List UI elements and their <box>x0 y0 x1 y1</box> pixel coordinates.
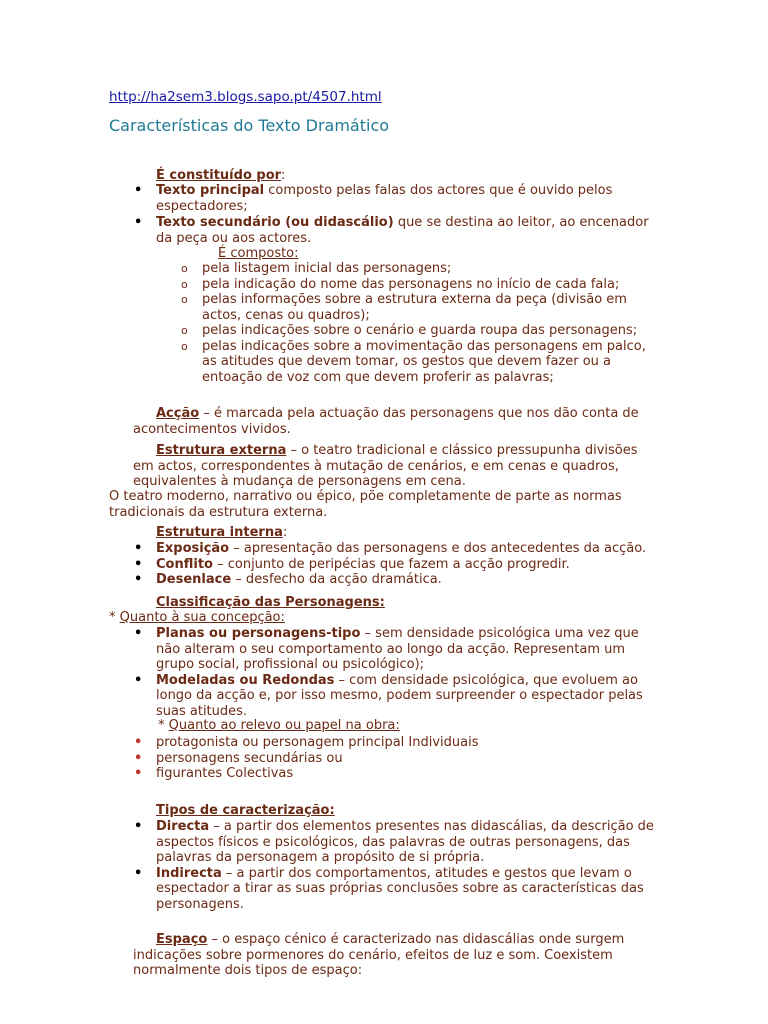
list-item: o pela listagem inicial das personagens; <box>202 261 647 277</box>
list-item: o pelas indicações sobre o cenário e guarda roupa das personagens; <box>202 323 647 339</box>
constituido-heading: É constituído por: <box>156 168 286 183</box>
concepcao-subheading: * Quanto à sua concepção: <box>109 610 285 625</box>
estrutura-interna-list <box>156 541 656 588</box>
list-item: o pela indicação do nome das personagens no início de cada fala; <box>202 277 647 293</box>
relevo-list <box>156 735 656 782</box>
page-title: Características do Texto Dramático <box>109 116 390 135</box>
list-item: • Desenlace – desfecho da acção dramática. <box>156 572 656 588</box>
teatro-moderno-paragraph: O teatro moderno, narrativo ou épico, põe completamente de parte as normas tradicionais da estrutura externa. <box>109 489 622 520</box>
espaco-paragraph: Espaço – o espaço cénico é caracterizado nas didascálias onde surgem indicações sobre pormenores do cenário, efeitos de luz e som. Coexistem normalmente dois tipos de espaço: <box>133 932 625 978</box>
list-item: • figurantes Colectivas <box>156 766 656 782</box>
list-item: • Modeladas ou Redondas – com densidade psicológica, que evoluem ao longo da acção e, por isso mesmo, podem surpreender o espectador pelas suas atitudes. <box>156 673 646 720</box>
list-item: o pelas indicações sobre a movimentação das personagens em palco, as atitudes que devem tomar, os gestos que devem fazer ou a entoação de voz com que devem proferir as palavras; <box>202 339 647 386</box>
relevo-subheading: * Quanto ao relevo ou papel na obra: <box>158 718 400 733</box>
estrutura-externa-paragraph: Estrutura externa – o teatro tradicional e clássico pressupunha divisões em actos, correspondentes à mutação de cenários, e em cenas e quadros, equivalentes à mudança de personagens em cena. <box>133 443 638 489</box>
composto-heading: É composto: <box>218 246 299 261</box>
classificacao-heading: Classificação das Personagens: <box>156 595 385 610</box>
list-item: • Conflito – conjunto de peripécias que fazem a acção progredir. <box>156 557 656 573</box>
caracterizacao-heading: Tipos de caracterização: <box>156 803 335 818</box>
list-item: • Directa – a partir dos elementos presentes nas didascálias, da descrição de aspectos físicos e psicológicos, das palavras de outras personagens, das palavras da personagem a propósito de si própria. <box>156 819 656 866</box>
caracterizacao-list <box>156 819 656 912</box>
list-item: • protagonista ou personagem principal Individuais <box>156 735 656 751</box>
composto-list <box>202 261 647 385</box>
constituido-list <box>156 183 656 246</box>
list-item: • personagens secundárias ou <box>156 751 656 767</box>
list-item: • Exposição – apresentação das personagens e dos antecedentes da acção. <box>156 541 656 557</box>
list-item: • Texto principal composto pelas falas dos actores que é ouvido pelos espectadores; <box>156 183 656 214</box>
concepcao-list <box>156 626 646 719</box>
source-link[interactable]: http://ha2sem3.blogs.sapo.pt/4507.html <box>109 89 382 105</box>
list-item: • Texto secundário (ou didascálio) que se destina ao leitor, ao encenador da peça ou aos actores. <box>156 215 656 246</box>
list-item: • Indirecta – a partir dos comportamentos, atitudes e gestos que levam o espectador a tirar as suas próprias conclusões sobre as características das personagens. <box>156 866 656 913</box>
estrutura-interna-heading: Estrutura interna: <box>156 525 288 540</box>
accao-paragraph: Acção – é marcada pela actuação das personagens que nos dão conta de acontecimentos vividos. <box>133 406 639 437</box>
list-item: o pelas informações sobre a estrutura externa da peça (divisão em actos, cenas ou quadros); <box>202 292 647 323</box>
list-item: • Planas ou personagens-tipo – sem densidade psicológica uma vez que não alteram o seu comportamento ao longo da acção. Representam um grupo social, profissional ou psicológico); <box>156 626 646 673</box>
